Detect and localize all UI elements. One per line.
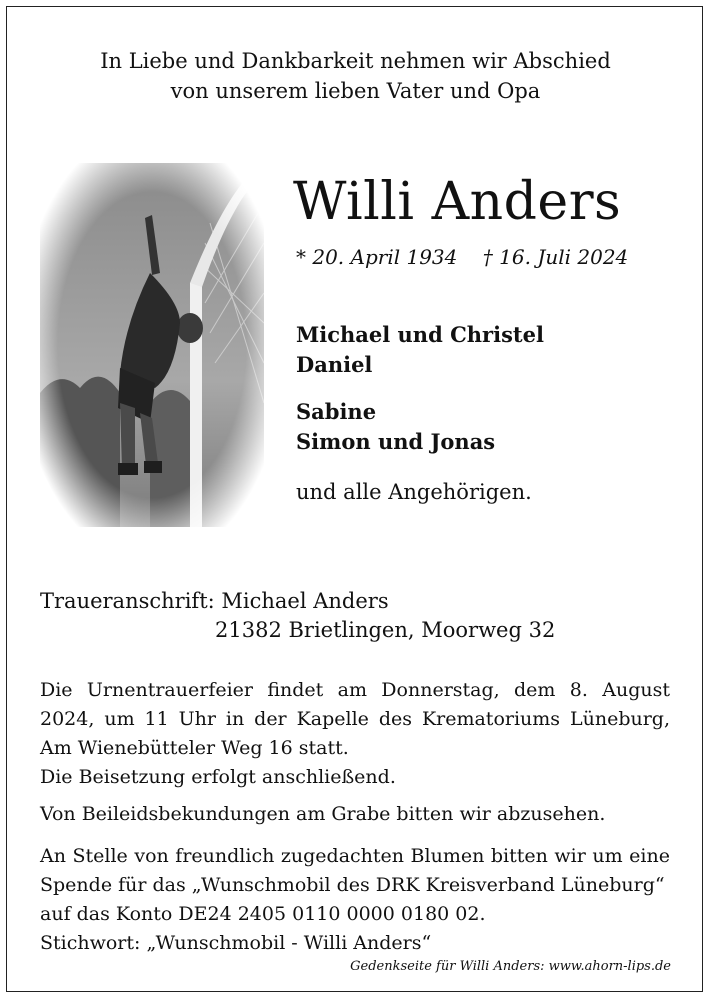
portrait-photo [40,163,264,527]
intro-text [0,46,711,106]
life-dates: * 20. April 1934 † 16. Juli 2024 [296,245,629,269]
memorial-page-link[interactable]: Gedenkseite für Willi Anders: www.ahorn-lips.de [350,959,671,974]
mourning-address-line-2: 21382 Brietlingen, Moorweg 32 [215,618,556,642]
family-member: Simon und Jonas [296,429,496,454]
family-member: Sabine [296,399,377,424]
burial-paragraph: Die Beisetzung erfolgt anschließend. [40,766,396,788]
condolences-paragraph: Von Beileidsbekundungen am Grabe bitten wir abzusehen. [40,803,606,825]
donation-paragraph [40,842,670,958]
vintage-goalkeeper-photo-icon [40,163,264,527]
family-rest: und alle Angehörigen. [296,480,532,504]
family-group-2 [296,397,495,457]
family-member: Daniel [296,352,373,377]
mourning-address-line-1: Traueranschrift: Michael Anders [40,589,389,613]
donation-line: An Stelle von freundlich zugedachten Blumen bitten wir um eine Spende für das „Wunschmobil des DRK Kreisverband Lüneburg“ [40,845,670,896]
ceremony-paragraph: Die Urnentrauerfeier findet am Donnerstag, dem 8. August 2024, um 11 Uhr in der Kapelle des Krematoriums Lüneburg, Am Wienebütteler Weg 16 statt. [40,679,670,759]
intro-line-2: von unserem lieben Vater und Opa [170,79,541,103]
deceased-name: Willi Anders [293,172,622,232]
intro-line-1: In Liebe und Dankbarkeit nehmen wir Abschied [100,49,611,73]
donation-line: auf das Konto DE24 2405 0110 0000 0180 02. [40,903,486,925]
donation-line: Stichwort: „Wunschmobil - Willi Anders“ [40,932,432,954]
family-member: Michael und Christel [296,322,544,347]
family-group-1 [296,320,544,380]
